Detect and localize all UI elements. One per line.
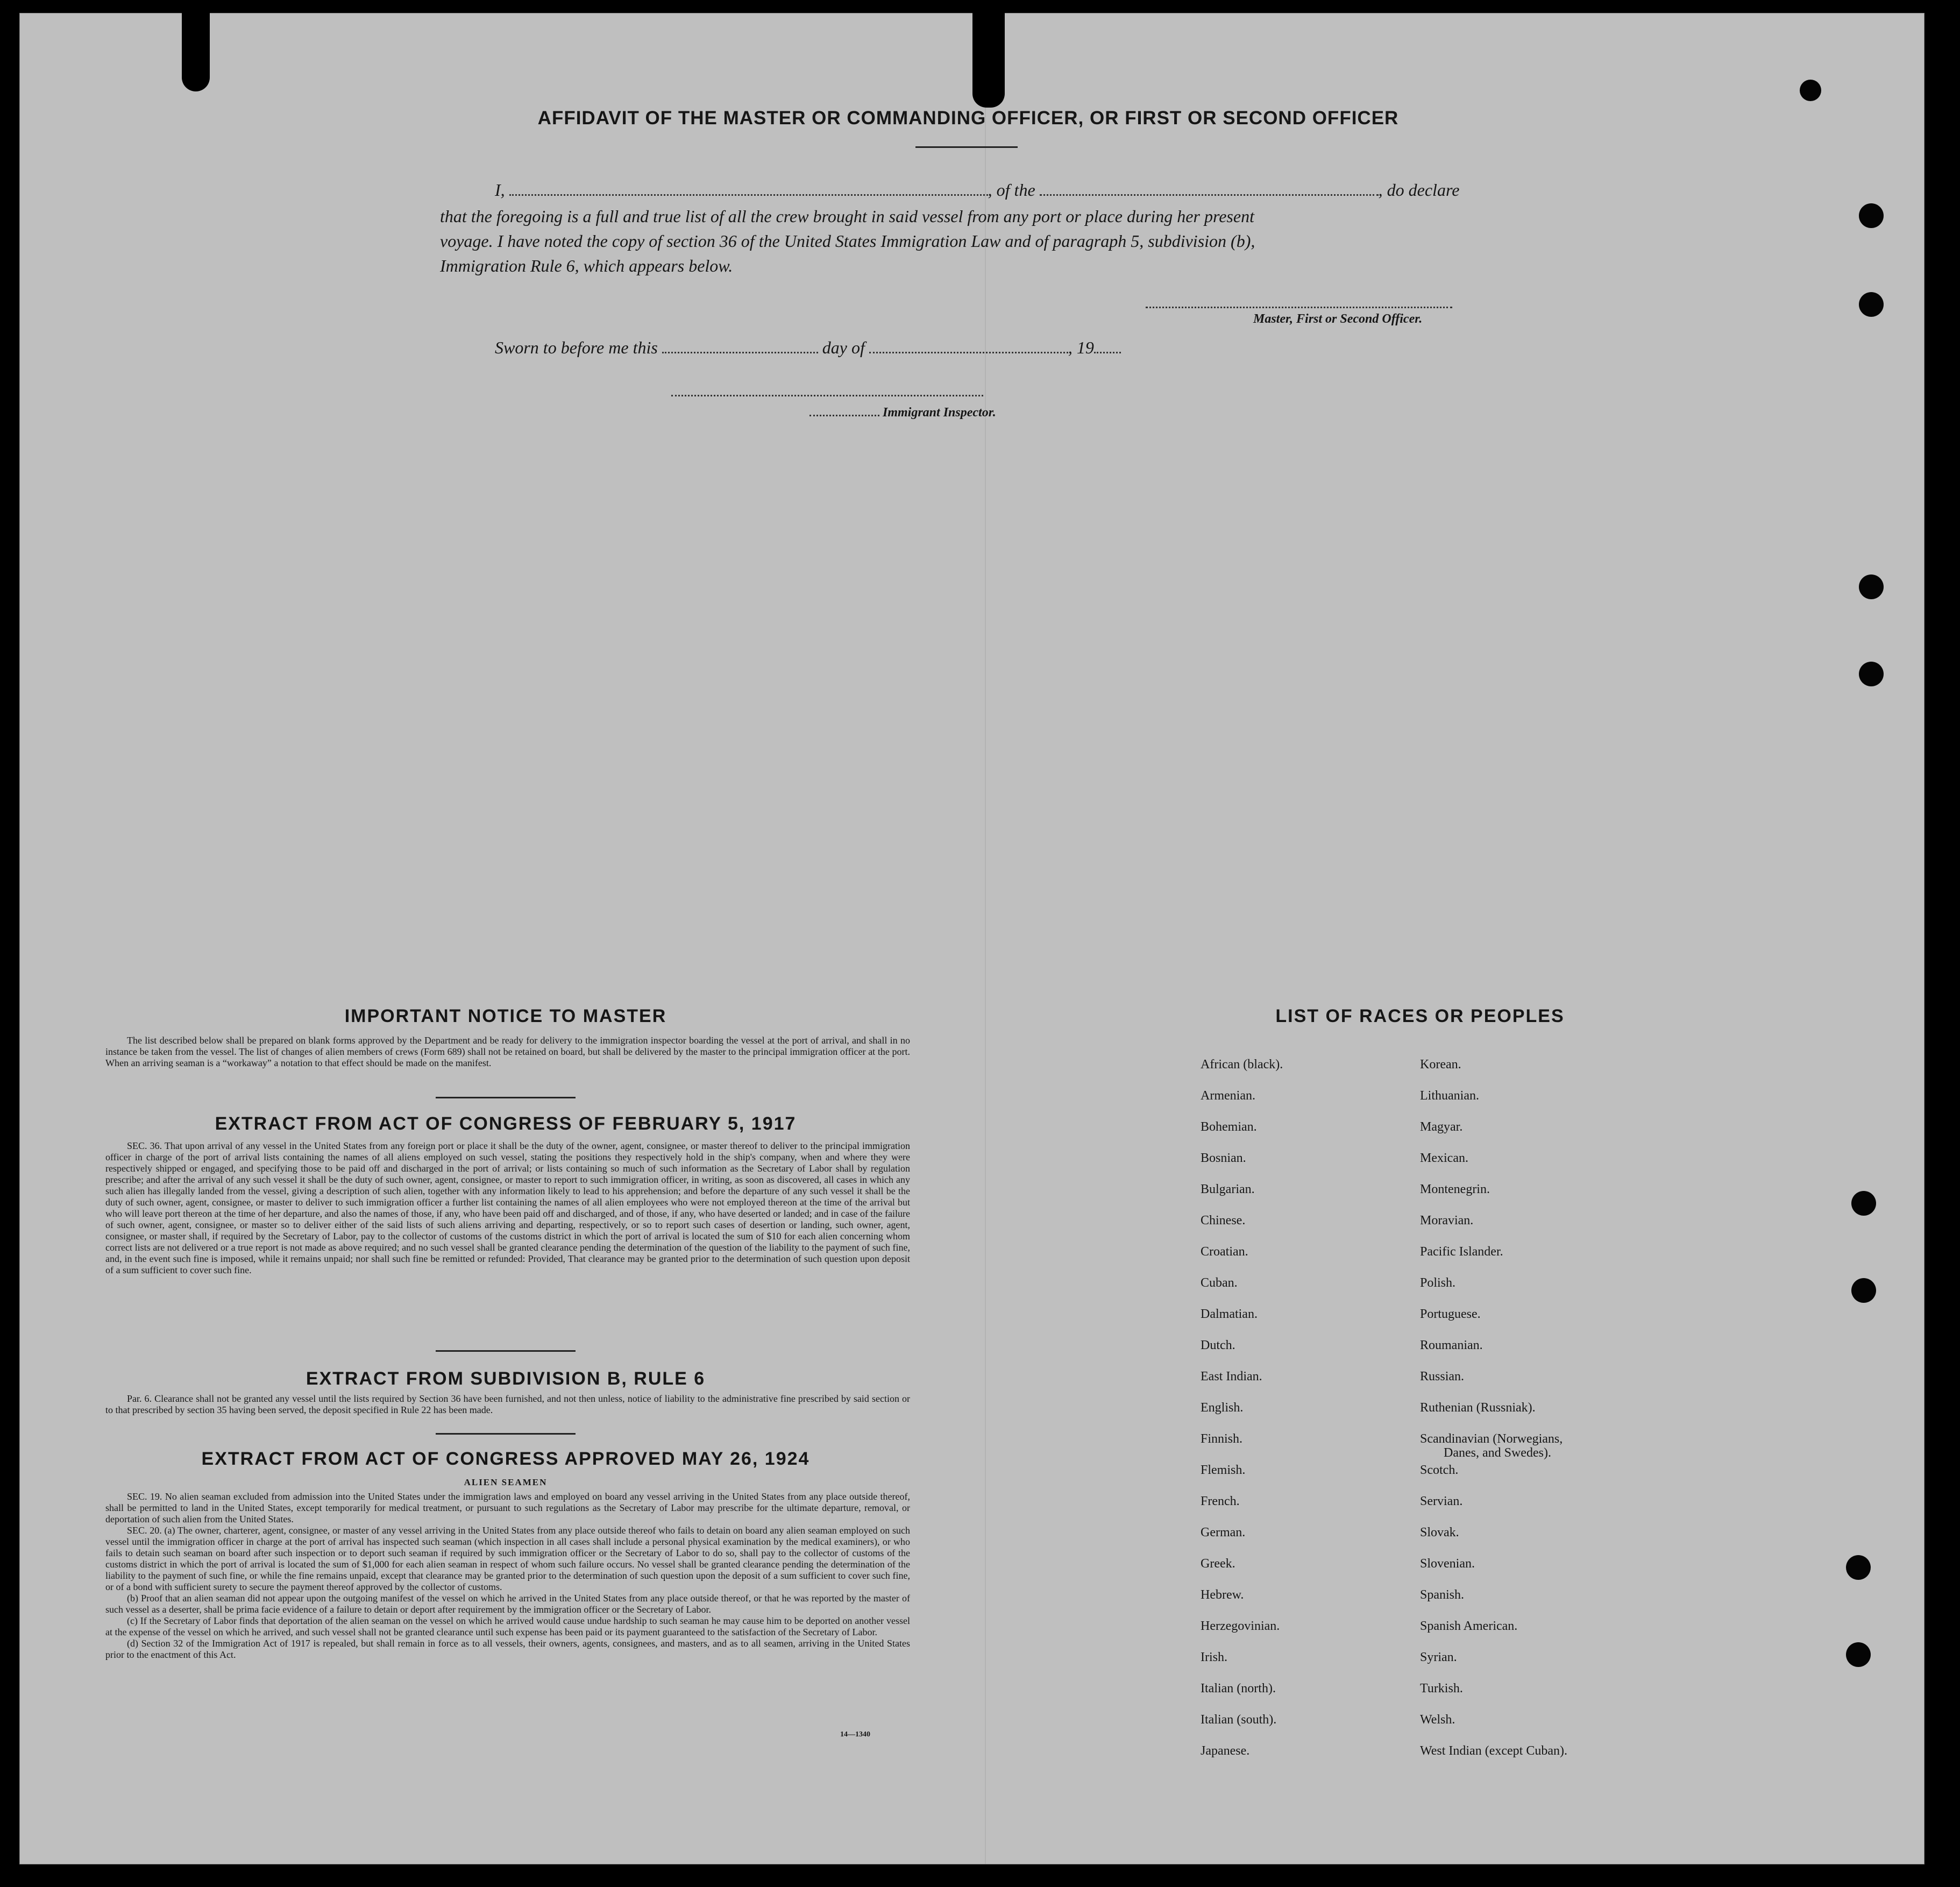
section-20a-paragraph: SEC. 20. (a) The owner, charterer, agent, consignee, or master of any vessel arriving in the United States from any place outside thereof who fails to detain on board any alien seaman employed on such vessel until the immigration officer in charge at the port of arrival has inspected such seaman (which inspection in all cases shall include a personal physical examination by the medical examiners), or who fails to detain such seaman on board after such inspection or to deport such seaman if required by such immigration officer or the Secretary of Labor to do so, shall pay to the collector of customs of the customs district in which the port of arrival is located the sum of $1,000 for each alien seaman in respect of whom such failure occurs. No vessel shall be granted clearance pending the determination of the liability to the payment of such fine, or while the fine remains unpaid, except that clearance may be granted prior to the determination of such question upon the deposit of a sum sufficient to cover such fine, or of a bond with sufficient surety to secure the payment thereof approved by the collector of customs. bbox=[105, 1525, 910, 1592]
race-left-18: Herzegovinian. bbox=[1201, 1619, 1280, 1633]
race-right-17: Spanish. bbox=[1420, 1588, 1465, 1602]
inspector-caption-text: Immigrant Inspector. bbox=[883, 406, 996, 420]
race-right-14: Servian. bbox=[1420, 1494, 1463, 1508]
race-right-9: Roumanian. bbox=[1420, 1338, 1483, 1352]
form-number: 14—1340 bbox=[840, 1730, 870, 1739]
inspector-caption bbox=[809, 406, 996, 420]
race-left-11: English. bbox=[1201, 1401, 1244, 1415]
race-left-15: German. bbox=[1201, 1526, 1246, 1540]
race-right-4: Montenegrin. bbox=[1420, 1182, 1490, 1196]
race-left-10: East Indian. bbox=[1201, 1370, 1262, 1384]
section-divider bbox=[436, 1433, 576, 1435]
race-right-16: Slovenian. bbox=[1420, 1557, 1475, 1571]
center-fold bbox=[985, 13, 986, 1864]
section-divider bbox=[436, 1097, 576, 1098]
race-left-7: Cuban. bbox=[1201, 1276, 1238, 1290]
affidavit-line-3: voyage. I have noted the copy of section 36 of the United States Immigration Law and of paragraph 5, subdivision (b), bbox=[440, 231, 1255, 251]
race-left-22: Japanese. bbox=[1201, 1744, 1250, 1758]
race-left-8: Dalmatian. bbox=[1201, 1307, 1258, 1321]
race-left-0: African (black). bbox=[1201, 1058, 1283, 1072]
punch-hole bbox=[1859, 662, 1884, 686]
alien-seamen-subtitle: ALIEN SEAMEN bbox=[464, 1477, 548, 1487]
rule-6-title: EXTRACT FROM SUBDIVISION B, RULE 6 bbox=[306, 1368, 706, 1389]
title-underline bbox=[915, 146, 1018, 148]
race-right-continuation: Danes, and Swedes). bbox=[1444, 1446, 1551, 1460]
notice-paragraph: The list described below shall be prepared on blank forms approved by the Department and be ready for delivery to the immigration inspector boarding the vessel at the port of arrival, and shall in no instance be taken from the vessel. The list of changes of alien members of crews (Form 689) shall not be retained on board, but shall be delivered by the master to the principal immigration officer at the port. When an arriving seaman is a “workaway” a notation to that effect should be made on the manifest. bbox=[105, 1035, 910, 1068]
race-right-20: Turkish. bbox=[1420, 1682, 1463, 1696]
race-right-5: Moravian. bbox=[1420, 1214, 1474, 1228]
race-left-16: Greek. bbox=[1201, 1557, 1235, 1571]
paragraph-6: Par. 6. Clearance shall not be granted any vessel until the lists required by Section 36 have been furnished, and not then unless, notice of liability to the administrative fine prescribed by said section or to that prescribed by section 35 having been served, the deposit specified in Rule 22 has been made. bbox=[105, 1393, 910, 1415]
punch-hole bbox=[1859, 292, 1884, 317]
affidavit-line-1 bbox=[495, 180, 1506, 200]
race-left-19: Irish. bbox=[1201, 1650, 1227, 1664]
section-20d-paragraph: (d) Section 32 of the Immigration Act of 1917 is repealed, but shall remain in force as to all vessels, their owners, agents, consignees, and masters, and as to all seamen, arriving in the United States prior to the enactment of this Act. bbox=[105, 1638, 910, 1660]
binding-tab-center bbox=[972, 0, 1005, 108]
extract-1917-title: EXTRACT FROM ACT OF CONGRESS OF FEBRUARY 5, 1917 bbox=[215, 1113, 797, 1134]
race-right-7: Polish. bbox=[1420, 1276, 1456, 1290]
of-the-label: , of the bbox=[988, 180, 1035, 200]
race-left-17: Hebrew. bbox=[1201, 1588, 1244, 1602]
affidavit-title: AFFIDAVIT OF THE MASTER OR COMMANDING OFFICER, OR FIRST OR SECOND OFFICER bbox=[537, 108, 1399, 129]
section-36-paragraph: SEC. 36. That upon arrival of any vessel in the United States from any foreign port or place it shall be the duty of the owner, agent, consignee, or master thereof to deliver to the principal immigration officer in charge of the port of arrival lists containing the names of all aliens employed on such vessel, stating the positions they respectively hold in the ship's company, when and where they were respectively shipped or engaged, and specifying those to be paid off and discharged in the port of arrival; or lists containing so much of such information as the Secretary of Labor shall by regulation prescribe; and after the arrival of any such vessel it shall be the duty of such owner, agent, consignee, or master to report to such immigration officer, in writing, as soon as discovered, all cases in which any such alien has illegally landed from the vessel, giving a description of such alien, together with any information likely to lead to his apprehension; and before the departure of any such vessel it shall be the duty of such owner, agent, consignee, or master to deliver to such immigration officer a further list containing the names of all alien employees who were not employed thereon at the time of the arrival but who will leave port thereon at the time of her departure, and also the names of those, if any, who have been paid off and discharged, and of those, if any, who have deserted or landed; and in case of the failure of such owner, agent, consignee, or master so to deliver either of the said lists of such aliens arriving and departing, respectively, or so to report such cases of desertion or landing, such owner, agent, consignee, or master shall, if required by the Secretary of Labor, pay to the collector of customs of the customs district in which the port of arrival is located the sum of $10 for each alien concerning whom correct lists are not delivered or a true report is not made as above required; and no such vessel shall be granted clearance pending the determination of the question of the liability to the payment of such fine, and, in the event such fine is imposed, while it remains unpaid; nor shall such fine be remitted or refunded: Provided, That clearance may be granted prior to the determination of such question upon deposit of a sum sufficient to cover such fine. bbox=[105, 1140, 910, 1275]
year-prefix: , 19 bbox=[1068, 338, 1094, 357]
section-20c-paragraph: (c) If the Secretary of Labor finds that deportation of the alien seaman on the vessel on which he arrived would cause undue hardship to such seaman he may cause him to be deported on another vessel at the expense of the vessel on which he arrived, and such vessel shall not be granted clearance until such expense has been paid or its payment guaranteed to the satisfaction of the Secretary of Labor. bbox=[105, 1615, 910, 1637]
month-blank[interactable] bbox=[869, 346, 1068, 353]
i-label: I, bbox=[495, 180, 505, 200]
day-of-label: day of bbox=[822, 338, 865, 357]
race-left-13: Flemish. bbox=[1201, 1463, 1246, 1477]
punch-hole bbox=[1800, 80, 1821, 101]
race-left-2: Bohemian. bbox=[1201, 1120, 1257, 1134]
affidavit-line-2: that the foregoing is a full and true list of all the crew brought in said vessel from any port or place during her present bbox=[440, 207, 1254, 226]
punch-hole bbox=[1859, 203, 1884, 228]
race-right-0: Korean. bbox=[1420, 1058, 1461, 1072]
race-left-21: Italian (south). bbox=[1201, 1713, 1277, 1727]
race-right-21: Welsh. bbox=[1420, 1713, 1455, 1727]
year-blank[interactable] bbox=[1094, 346, 1121, 353]
race-left-5: Chinese. bbox=[1201, 1214, 1246, 1228]
rule-6-text bbox=[105, 1393, 910, 1416]
punch-hole bbox=[1846, 1555, 1871, 1580]
sworn-line bbox=[495, 338, 1248, 358]
officer-signature-caption: Master, First or Second Officer. bbox=[1253, 312, 1423, 326]
section-20b-paragraph: (b) Proof that an alien seaman did not appear upon the outgoing manifest of the vessel on which he arrived in the United States from any place outside thereof, or that he was reported by the master of such vessel as a deserter, shall be prima facie evidence of a failure to detain or deport after requirement by the immigration officer or the Secretary of Labor. bbox=[105, 1593, 910, 1615]
name-blank[interactable] bbox=[509, 189, 988, 196]
inspector-signature-line[interactable] bbox=[671, 395, 983, 396]
punch-hole bbox=[1851, 1278, 1876, 1303]
extract-1917-text bbox=[105, 1140, 910, 1276]
notice-title: IMPORTANT NOTICE TO MASTER bbox=[344, 1006, 667, 1026]
binding-tab-left bbox=[182, 0, 210, 91]
race-right-10: Russian. bbox=[1420, 1370, 1465, 1384]
officer-signature-line[interactable] bbox=[1146, 307, 1452, 308]
race-left-4: Bulgarian. bbox=[1201, 1182, 1255, 1196]
races-title: LIST OF RACES OR PEOPLES bbox=[1275, 1006, 1565, 1026]
extract-1924-title: EXTRACT FROM ACT OF CONGRESS APPROVED MAY 26, 1924 bbox=[201, 1449, 810, 1469]
race-right-1: Lithuanian. bbox=[1420, 1089, 1479, 1103]
race-left-9: Dutch. bbox=[1201, 1338, 1235, 1352]
inspector-caption-leader bbox=[809, 409, 879, 416]
notice-text bbox=[105, 1035, 910, 1069]
do-declare-label: , do declare bbox=[1378, 180, 1460, 200]
race-left-12: Finnish. bbox=[1201, 1432, 1243, 1446]
section-divider bbox=[436, 1350, 576, 1352]
punch-hole bbox=[1851, 1191, 1876, 1216]
section-19-paragraph: SEC. 19. No alien seaman excluded from admission into the United States under the immigration laws and employed on board any vessel arriving in the United States from any place outside thereof, shall be permitted to land in the United States, except temporarily for medical treatment, or pursuant to such regulations as the Secretary of Labor may prescribe for the ultimate departure, removal, or deportation of such alien from the United States. bbox=[105, 1491, 910, 1524]
punch-hole bbox=[1846, 1642, 1871, 1667]
race-left-6: Croatian. bbox=[1201, 1245, 1248, 1259]
race-left-1: Armenian. bbox=[1201, 1089, 1255, 1103]
race-right-19: Syrian. bbox=[1420, 1650, 1457, 1664]
punch-hole bbox=[1859, 574, 1884, 599]
race-right-2: Magyar. bbox=[1420, 1120, 1463, 1134]
extract-1924-text bbox=[105, 1491, 910, 1661]
race-right-11: Ruthenian (Russniak). bbox=[1420, 1401, 1536, 1415]
day-blank[interactable] bbox=[662, 346, 818, 353]
vessel-blank[interactable] bbox=[1040, 189, 1379, 196]
race-right-6: Pacific Islander. bbox=[1420, 1245, 1503, 1259]
race-left-3: Bosnian. bbox=[1201, 1151, 1246, 1165]
race-right-15: Slovak. bbox=[1420, 1526, 1459, 1540]
race-right-18: Spanish American. bbox=[1420, 1619, 1518, 1633]
sworn-label: Sworn to before me this bbox=[495, 338, 658, 357]
race-right-13: Scotch. bbox=[1420, 1463, 1459, 1477]
race-right-3: Mexican. bbox=[1420, 1151, 1468, 1165]
race-right-22: West Indian (except Cuban). bbox=[1420, 1744, 1567, 1758]
race-left-14: French. bbox=[1201, 1494, 1240, 1508]
race-right-12: Scandinavian (Norwegians, bbox=[1420, 1432, 1563, 1446]
race-left-20: Italian (north). bbox=[1201, 1682, 1276, 1696]
race-right-8: Portuguese. bbox=[1420, 1307, 1481, 1321]
affidavit-line-4: Immigration Rule 6, which appears below. bbox=[440, 256, 733, 275]
